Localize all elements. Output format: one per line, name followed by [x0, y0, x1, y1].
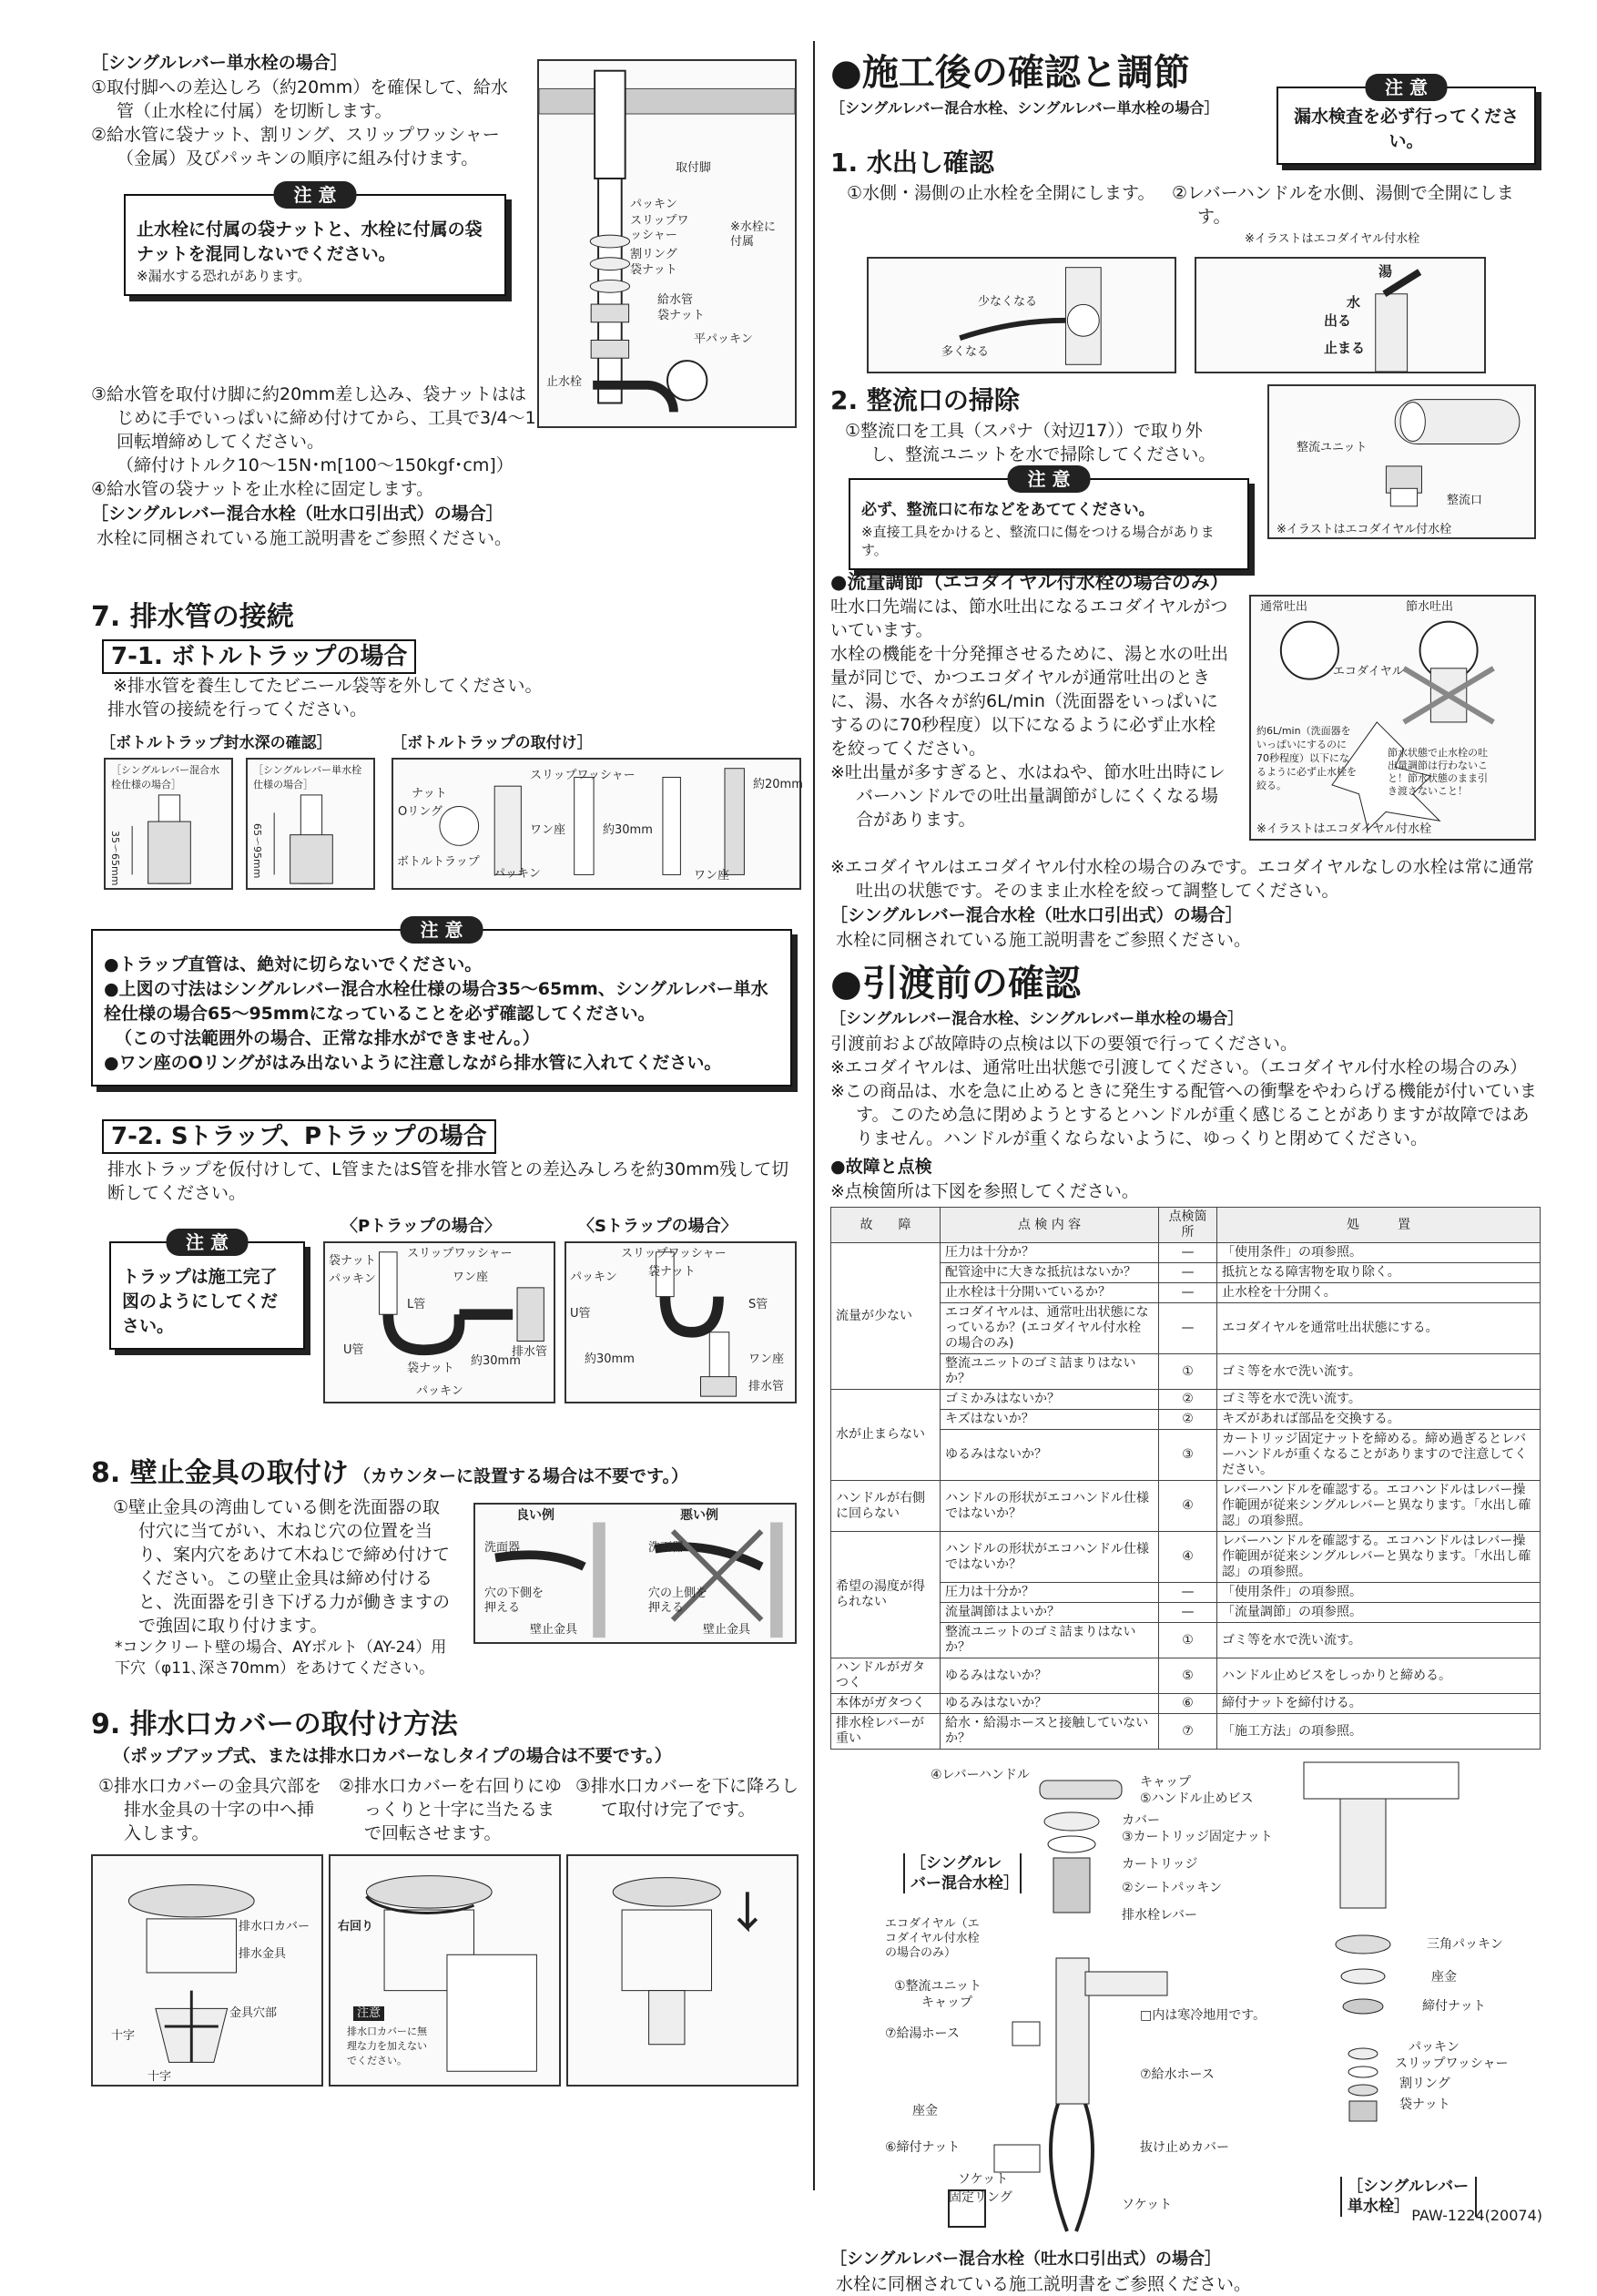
flow-note2: 水栓に同梱されている施工説明書をご参照ください。 [836, 930, 1252, 950]
action-cell: 「使用条件」の項参照。 [1217, 1583, 1541, 1603]
handover-text-1: 引渡前および故障時の点検は以下の要領で行ってください。 [830, 1034, 1298, 1054]
fig-label: エコダイヤル [1333, 665, 1404, 679]
section-7-title: 7. 排水管の接続 [91, 601, 294, 633]
caution-trap [91, 919, 792, 1087]
location-cell: ② [1159, 1410, 1217, 1430]
table-header: 点検箇所 [1159, 1208, 1217, 1243]
check-cell: 圧力は十分か？ [941, 1243, 1159, 1263]
location-cell: — [1159, 1603, 1217, 1623]
fig-label: 約30mm [471, 1354, 521, 1368]
caution-note: ※漏水する恐れがあります。 [137, 268, 311, 284]
check-cell: エコダイヤルは、通常吐出状態になっているか？(エコダイヤル付水栓の場合のみ) [941, 1303, 1159, 1354]
fig-label: 注意 [353, 2006, 384, 2021]
torque-note: （締付けトルク10〜15N･m[100〜150kgf･cm]） [117, 455, 514, 475]
cover-step-1: ①排水口カバーの金具穴部を排水金具の十字の中へ挿入します。 [98, 1776, 322, 1843]
location-cell: — [1159, 1283, 1217, 1303]
water-check-a: ①水側・湯側の止水栓を全開にします。 [847, 183, 1155, 203]
fig-label: ※イラストはエコダイヤル付水栓 [1256, 822, 1432, 836]
action-cell: ゴミ等を水で洗い流す。 [1217, 1623, 1541, 1658]
fig-label: 壁止金具 [530, 1623, 578, 1637]
fig-label: Oリング [398, 805, 442, 819]
step-3: ③給水管を取付け脚に約20mm差し込み、袋ナットははじめに手でいっぱいに締め付けてから、工具で3/4〜1回転増締めしてください。 [91, 384, 536, 452]
caution-badge: 注 意 [166, 1229, 249, 1256]
caution-text: 必ず、整流口に布などをあててください。 [861, 501, 1155, 519]
fig-label: パッキン [416, 1384, 463, 1398]
caution-text: トラップは施工完了図のようにしてください。 [122, 1267, 279, 1336]
fig-label: 節水状態で止水栓の吐出量調節は行わないこと！節水状態のまま引き渡さないこと！ [1388, 747, 1488, 797]
mixer-title: ［シングルレバー混合水栓］ [903, 1853, 1022, 1893]
handover-text-3: ※この商品は、水を急に止めるときに発生する配管への衝撃をやわらげる機能が付いています。このため急に閉めようとするとハンドルが重く感じることがありますが故障ではありません。ハンドルが重くならないように、ゆっくりと閉めてください。 [830, 1081, 1537, 1148]
fault-table-body [831, 1243, 1541, 1750]
fig-label: S管 [748, 1298, 768, 1311]
action-cell: キズがあれば部品を交換する。 [1217, 1410, 1541, 1430]
fig-label: ※水栓に付属 [730, 220, 776, 249]
part-label: ④レバーハンドル [931, 1768, 1030, 1782]
fig-label: ［シングルレバー単水栓仕様の場合］ [253, 764, 362, 791]
location-cell: — [1159, 1243, 1217, 1263]
nozzle-text: ①整流口を工具（スパナ（対辺17））で取り外し、整流ユニットを水で掃除してください。 [845, 421, 1216, 464]
fault-title: ●故障と点検 [830, 1157, 932, 1177]
check-cell: 圧力は十分か？ [941, 1583, 1159, 1603]
cover-step-3: ③排水口カバーを下に降ろして取付け完了です。 [575, 1776, 799, 1820]
fig-label: 排水口カバーに無理な力を加えないでください。 [347, 2026, 427, 2066]
fig-label: 35〜65mm [109, 831, 121, 886]
p-trap-title: 〈Pトラップの場合〉 [341, 1217, 501, 1236]
water-supply-figure [537, 59, 797, 428]
check-cell: ゆるみはないか？ [941, 1430, 1159, 1481]
flow-header2: ［シングルレバー混合水栓（吐水口引出式）の場合］ [830, 905, 1243, 925]
cover-fig-2 [329, 1854, 561, 2087]
part-label: 抜け止めカバー [1140, 2140, 1229, 2155]
fig-label: ワン座 [694, 869, 730, 883]
fig-label: 整流ユニット [1297, 441, 1368, 454]
flow-text-2: 水栓の機能を十分発揮させるために、湯と水の吐出量が同じで、かつエコダイヤルが通常吐出のときに、湯、水各々が約6L/min（洗面器をいっぱいにするのに70秒程度）以下になるように必ず止水栓を絞ってください。 [830, 644, 1229, 759]
location-cell: — [1159, 1583, 1217, 1603]
eco-dial-figure [1249, 595, 1536, 841]
action-cell: ハンドル止めビスをしっかりと締める。 [1217, 1658, 1541, 1694]
fig-label: 湯 [1378, 263, 1393, 280]
section-handover [830, 961, 1541, 1203]
step-1: ①取付脚への差込しろ（約20mm）を確保して、給水管（止水栓に付属）を切断します。 [91, 77, 508, 121]
single-title: ［シングルレバー単水栓］ [1340, 2177, 1477, 2217]
location-cell: ① [1159, 1354, 1217, 1390]
check-cell: 止水栓は十分開いているか？ [941, 1283, 1159, 1303]
fig-label: 洗面器 [648, 1541, 685, 1555]
fig-label: 出る [1324, 312, 1352, 329]
p-trap-figure [323, 1241, 555, 1403]
fig-label: パッキン [329, 1272, 376, 1286]
fig-label: 約6L/min（洗面器をいっぱいにするのに70秒程度）以下になるように必ず止水栓を絞る。 [1256, 725, 1357, 791]
fig-label: 節水吐出 [1406, 600, 1454, 614]
fault-cell: 希望の湯度が得られない [831, 1532, 941, 1658]
p-s-trap-figures [91, 1214, 801, 1405]
location-cell: ② [1159, 1390, 1217, 1410]
fig-label: 袋ナット [630, 263, 677, 277]
action-cell: レバーハンドルを確認する。エコハンドルはレバー操作範囲が従来シングルレバーと異なります。「水出し確認」の項参照。 [1217, 1481, 1541, 1532]
drain-cover-figures [91, 1854, 801, 2087]
location-cell: ③ [1159, 1430, 1217, 1481]
wall-bracket-figure [473, 1503, 797, 1644]
left-column [91, 50, 801, 2087]
fig-label: スリップワッシャー [530, 769, 636, 782]
action-cell: 「施工方法」の項参照。 [1217, 1714, 1541, 1750]
action-cell: 「流量調節」の項参照。 [1217, 1603, 1541, 1623]
location-cell: ⑤ [1159, 1658, 1217, 1694]
caution-note: ※直接工具をかけると、整流口に傷をつける場合があります。 [861, 524, 1215, 558]
fig-label: L管 [407, 1298, 426, 1311]
fig-label: 壁止金具 [703, 1623, 751, 1637]
pullout-note: 水栓に同梱されている施工説明書をご参照ください。 [97, 528, 513, 548]
location-cell: ⑦ [1159, 1714, 1217, 1750]
section-nozzle-cleaning [830, 383, 1541, 569]
section-9-title: 9. 排水口カバーの取付け方法 [91, 1709, 458, 1740]
check-cell: ゆるみはないか？ [941, 1694, 1159, 1714]
action-cell: 「使用条件」の項参照。 [1217, 1243, 1541, 1263]
stop-valve-figure [867, 257, 1176, 373]
location-cell: ④ [1159, 1481, 1217, 1532]
part-label: 座金 [912, 2104, 938, 2118]
part-label: ②シートパッキン [1122, 1881, 1223, 1895]
fig-label: 65〜95mm [251, 823, 263, 879]
section-water-check [830, 145, 1541, 373]
fig-label: 袋ナット [657, 309, 705, 322]
fig-label: ナット [412, 787, 447, 801]
part-label: 座金 [1431, 1970, 1457, 1985]
fault-note: ※点検箇所は下図を参照してください。 [830, 1181, 1139, 1201]
table-header: 故 障 [831, 1208, 941, 1243]
table-row [831, 1658, 1541, 1694]
seal-depth-single-fig [246, 758, 375, 890]
fig-label: 排水口カバー [239, 1920, 310, 1934]
flow-text-3: ※吐出量が多すぎると、水はねや、節水吐出時にレバーハンドルでの吐出量調節がしにくくなる場合があります。 [830, 762, 1226, 830]
parts-diagram [830, 1762, 1541, 2254]
location-cell: — [1159, 1263, 1217, 1283]
fig-label: パッキン [493, 867, 541, 881]
section-9-note: （ポップアップ式、または排水口カバーなしタイプの場合は不要です。） [113, 1746, 672, 1766]
section-2-title: 2. 整流口の掃除 [830, 385, 1020, 415]
fig-label: 袋ナット [329, 1254, 376, 1268]
parts-note2: 水栓に同梱されている施工説明書をご参照ください。 [836, 2274, 1252, 2294]
part-label: ⑦給湯ホース [885, 2026, 960, 2041]
caution-line: ●ワン座のOリングがはみ出ないように注意しながら排水管に入れてください。 [104, 1053, 722, 1073]
drain-note-2: 排水管の接続を行ってください。 [107, 699, 368, 719]
column-divider [813, 41, 815, 2190]
fig1-title: ［ボトルトラップ封水深の確認］ [100, 734, 332, 752]
fig-label: 右回り [338, 1920, 374, 1934]
fig-label: 排水管 [748, 1380, 785, 1393]
check-cell: ハンドルの形状がエコハンドル仕様ではないか？ [941, 1532, 1159, 1583]
document-code: PAW-1224(20074) [1411, 2207, 1542, 2224]
caution-line: ●上図の寸法はシングルレバー混合水栓仕様の場合35〜65mm、シングルレバー単水栓仕様の場合65〜95mmになっていることを必ず確認してください。 [104, 979, 768, 1024]
fig-label: ※イラストはエコダイヤル付水栓 [1277, 523, 1452, 536]
fault-cell: ハンドルがガタつく [831, 1658, 941, 1694]
fig-label: 約30mm [585, 1352, 635, 1366]
handover-text-2: ※エコダイヤルは、通常吐出状態で引渡してください。（エコダイヤル付水栓の場合のみ） [830, 1057, 1528, 1077]
check-cell: ゆるみはないか？ [941, 1658, 1159, 1694]
fig-label: 十字 [147, 2070, 172, 2084]
part-label: カバー [1122, 1813, 1160, 1828]
location-cell: ⑥ [1159, 1694, 1217, 1714]
part-label: キャップ [1140, 1775, 1191, 1790]
part-label: ソケット [958, 2172, 1009, 2187]
s-trap-figure [565, 1241, 797, 1403]
inspection-header: ［シングルレバー混合水栓、シングルレバー単水栓の場合］ [830, 99, 1219, 117]
cover-step-2: ②排水口カバーを右回りにゆっくりと十字に当たるまで回転させます。 [339, 1776, 563, 1843]
section-7-2-title: 7-2. Sトラップ、Pトラップの場合 [102, 1119, 496, 1154]
caution-badge: 注 意 [274, 181, 357, 209]
fig-label: 袋ナット [407, 1362, 454, 1375]
table-row [831, 1532, 1541, 1583]
s-p-trap-text: 排水トラップを仮付けして、L管またはS管を排水管との差込みしろを約30mm残して切断してください。 [107, 1159, 789, 1203]
seal-depth-mixer-fig [104, 758, 233, 890]
fig-label: ボトルトラップ [397, 855, 480, 869]
lever-handle-figure [1195, 257, 1486, 373]
caution-badge: 注 意 [1008, 465, 1091, 493]
part-label: ソケット [1122, 2198, 1173, 2212]
wall-bracket-note: *コンクリート壁の場合、AYボルト（AY-24）用下穴（φ11､深さ70mm）をあけてください。 [115, 1638, 447, 1678]
fig-label: 袋ナット [648, 1265, 696, 1279]
fig-label: 洗面器 [484, 1541, 521, 1555]
check-cell: 整流ユニットのゴミ詰まりはないか？ [941, 1354, 1159, 1390]
part-label: カートリッジ [1122, 1857, 1198, 1872]
section-8-note: （カウンターに設置する場合は不要です。） [352, 1466, 689, 1486]
fault-cell: 本体がガタつく [831, 1694, 941, 1714]
check-cell: ハンドルの形状がエコハンドル仕様ではないか？ [941, 1481, 1159, 1532]
part-label: ⑤ハンドル止めビス [1140, 1791, 1254, 1806]
table-header: 点 検 内 容 [941, 1208, 1159, 1243]
section-1-title: 1. 水出し確認 [830, 148, 994, 178]
fault-cell: 水が止まらない [831, 1390, 941, 1481]
action-cell: エコダイヤルを通常吐出状態にする。 [1217, 1303, 1541, 1354]
caution-leak [1277, 77, 1536, 165]
fig2-title: ［ボトルトラップの取付け］ [392, 734, 593, 752]
fault-cell: 流量が少ない [831, 1243, 941, 1390]
table-row [831, 1714, 1541, 1750]
handover-title: ●引渡前の確認 [830, 963, 1081, 1005]
caution-box-nut [124, 184, 506, 296]
section-flow-adjust [830, 569, 1541, 836]
fig-label: 止まる [1324, 340, 1366, 356]
fig-label: 十字 [111, 2029, 136, 2043]
check-cell: 配管途中に大きな抵抗はないか？ [941, 1263, 1159, 1283]
fig-label: U管 [343, 1343, 364, 1357]
section-water-supply [91, 50, 801, 556]
caution-badge: 注 意 [1365, 74, 1448, 101]
s-trap-title: 〈Sトラップの場合〉 [578, 1217, 737, 1236]
check-cell: 流量調節はよいか？ [941, 1603, 1159, 1623]
fig-label: U管 [570, 1307, 591, 1321]
fig-label: ワン座 [453, 1270, 489, 1284]
main-section-title: ●施工後の確認と調節 [830, 52, 1190, 94]
fig-label: 整流口 [1447, 494, 1483, 507]
flow-text-1: 吐水口先端には、節水吐出になるエコダイヤルがついています。 [830, 597, 1228, 640]
section-drain-cover [91, 1707, 801, 2087]
fault-cell: 排水栓レバーが重い [831, 1714, 941, 1750]
fig-label: スリップワッシャー [621, 1247, 727, 1260]
good-example-label: 良い例 [516, 1508, 554, 1523]
part-label: ③カートリッジ固定ナット [1122, 1830, 1273, 1844]
bottle-trap-install-fig [392, 758, 801, 890]
handover-header: ［シングルレバー混合水栓、シングルレバー単水栓の場合］ [830, 1010, 1244, 1028]
fig-label: ワン座 [530, 823, 566, 837]
fault-table [830, 1207, 1541, 1750]
section-7-1-title: 7-1. ボトルトラップの場合 [102, 639, 416, 674]
wall-bracket-text: ①壁止金具の湾曲している側を洗面器の取付穴に当てがい、木ねじ穴の位置を当り、案内穴をあけて木ねじで締め付けてください。この壁止金具は締め付けると、洗面器を引き下げる力が働きますので強固に取り付けます。 [113, 1497, 451, 1636]
section-wall-bracket [91, 1455, 801, 1701]
caution-text: 漏水検査を必ず行ってください。 [1293, 107, 1519, 151]
water-check-note: ※イラストはエコダイヤル付水栓 [1245, 232, 1420, 246]
fig-label: 取付脚 [676, 161, 712, 175]
part-label: 割リング [1399, 2077, 1450, 2091]
part-label: ⑥締付ナット [885, 2140, 961, 2155]
action-cell: 抵抗となる障害物を取り除く。 [1217, 1263, 1541, 1283]
fig-label: 止水栓 [546, 375, 583, 389]
action-cell: 止水栓を十分開く。 [1217, 1283, 1541, 1303]
table-row [831, 1390, 1541, 1410]
part-label: 排水栓レバー [1122, 1908, 1198, 1923]
location-cell: ① [1159, 1623, 1217, 1658]
fig-label: 平パッキン [694, 332, 753, 346]
check-cell: 整流ユニットのゴミ詰まりはないか？ [941, 1623, 1159, 1658]
single-lever-header: ［シングルレバー単水栓の場合］ [91, 53, 348, 73]
fig-label: 排水金具 [239, 1947, 287, 1961]
part-label: ①整流ユニット [894, 1979, 982, 1994]
part-label: スリップワッシャー [1395, 2056, 1509, 2071]
fig-label: パッキン [630, 198, 677, 211]
section-8-title: 8. 壁止金具の取付け [91, 1457, 349, 1489]
caution-line: （この寸法範囲外の場合、正常な排水ができません。） [115, 1028, 540, 1048]
fig-label: 約20mm [753, 778, 803, 791]
fig-label: 割リング [630, 248, 677, 261]
part-label: 三角パッキン [1427, 1937, 1503, 1952]
step-2: ②給水管に袋ナット、割リング、スリップワッシャー（金属）及びパッキンの順序に組み付けます。 [91, 125, 500, 168]
fig-label: 金具穴部 [229, 2006, 278, 2020]
action-cell: ゴミ等を水で洗い流す。 [1217, 1354, 1541, 1390]
fig-label: 少なくなる [978, 295, 1038, 309]
table-row [831, 1481, 1541, 1532]
fig-label: 通常吐出 [1260, 600, 1308, 614]
caution-nozzle [849, 468, 1249, 570]
fig-label: 水 [1347, 294, 1361, 311]
check-cell: キズはないか？ [941, 1410, 1159, 1430]
nozzle-figure [1267, 384, 1536, 539]
part-label: 固定リング [949, 2190, 1012, 2205]
part-label: □内は寒冷地用です。 [1140, 2008, 1266, 2023]
fault-cell: ハンドルが右側に回らない [831, 1481, 941, 1532]
parts-header2: ［シングルレバー混合水栓（吐水口引出式）の場合］ [830, 2250, 1221, 2269]
fig-label: ［シングルレバー混合水栓仕様の場合］ [111, 764, 220, 791]
fig-label: 穴の上側を押える [648, 1587, 708, 1615]
right-column [830, 50, 1541, 2296]
section-drain [91, 599, 801, 1405]
part-label: パッキン [1409, 2040, 1460, 2055]
action-cell: レバーハンドルを確認する。エコハンドルはレバー操作範囲が従来シングルレバーと異なります。「水出し確認」の項参照。 [1217, 1532, 1541, 1583]
table-row [831, 1694, 1541, 1714]
fig-label: パッキン [570, 1270, 617, 1284]
fig-label: スリップワッシャー [407, 1247, 513, 1260]
flow-title: ●流量調節（エコダイヤル付水栓の場合のみ） [830, 571, 1229, 593]
caution-text: 止水栓に付属の袋ナットと、水栓に付属の袋ナットを混同しないでください。 [137, 219, 483, 264]
fig-label: スリップワッシャー [630, 214, 689, 242]
bad-example-label: 悪い例 [680, 1508, 718, 1523]
pullout-header: ［シングルレバー混合水栓（吐水口引出式）の場合］ [91, 504, 504, 524]
caution-trap-complete [109, 1231, 305, 1350]
fig-label: 約30mm [603, 823, 653, 837]
water-check-b: ②レバーハンドルを水側、湯側で全開にします。 [1172, 183, 1514, 227]
fig-label: 多くなる [941, 345, 990, 359]
action-cell: ゴミ等を水で洗い流す。 [1217, 1390, 1541, 1410]
fig-label: ワン座 [748, 1352, 785, 1366]
part-label: エコダイヤル（エコダイヤル付水栓の場合のみ） [885, 1917, 980, 1960]
fig-label: 穴の下側を押える [484, 1587, 544, 1615]
part-label: キャップ [921, 1995, 972, 2010]
part-label: 締付ナット [1422, 1999, 1486, 2014]
action-cell: 締付ナットを締付ける。 [1217, 1694, 1541, 1714]
fig-label: 排水管 [512, 1345, 548, 1359]
caution-line: ●トラップ直管は、絶対に切らないでください。 [104, 954, 483, 975]
location-cell: — [1159, 1303, 1217, 1354]
fig-label: 給水管 [657, 293, 694, 307]
cover-fig-3 [566, 1854, 798, 2087]
step-4: ④給水管の袋ナットを止水栓に固定します。 [91, 479, 434, 499]
drain-note-1: ※排水管を養生してたビニール袋等を外してください。 [113, 676, 543, 696]
bottle-trap-figures [91, 730, 801, 894]
table-header: 処 置 [1217, 1208, 1541, 1243]
cover-fig-1 [91, 1854, 323, 2087]
caution-badge: 注 意 [401, 916, 483, 944]
action-cell: カートリッジ固定ナットを締める。締め過ぎるとレバーハンドルが重くなることがありますので注意してください。 [1217, 1430, 1541, 1481]
check-cell: ゴミかみはないか？ [941, 1390, 1159, 1410]
table-row [831, 1243, 1541, 1263]
location-cell: ④ [1159, 1532, 1217, 1583]
part-label: ⑦給水ホース [1140, 2067, 1215, 2082]
part-label: 袋ナット [1399, 2097, 1450, 2112]
eco-dial-note: ※エコダイヤルはエコダイヤル付水栓の場合のみです。エコダイヤルなしの水栓は常に通常吐出の状態です。そのまま止水栓を絞って調整してください。 [830, 857, 1534, 901]
check-cell: 給水・給湯ホースと接触していないか？ [941, 1714, 1159, 1750]
